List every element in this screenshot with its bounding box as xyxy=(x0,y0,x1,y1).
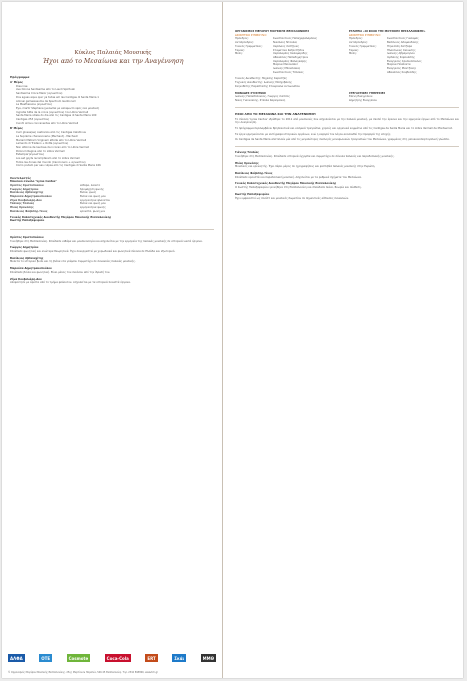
program-item: Non attorna de laudosa da in Gran από το Llibre Vermell xyxy=(16,145,90,149)
bio-text: Σπούδασε κρουστά και παραδοσιακή μουσική. Ασχολείται με τα ρυθμικά σχήματα του Μεσαίωνα. xyxy=(235,175,362,179)
board-name: Πηνελόπη Χατζάρα xyxy=(387,44,413,48)
sponsor-logo: ΑΛΦΑ xyxy=(10,655,23,661)
board-name: Αθανάσιος Κουβελίδης xyxy=(387,70,417,74)
admin-line: Τεχνικός Διευθυντής: Ιωάννης Μοσχοβάκης xyxy=(235,81,292,85)
board-left xyxy=(235,37,345,74)
board-name: Μαρίνα Μανουσάκη xyxy=(273,63,299,67)
board-right xyxy=(349,37,459,74)
member-name: Ζήνα Κουβελιάρη-Δου xyxy=(10,198,42,202)
board-role xyxy=(235,71,273,75)
member-role: ερμηνεύτρια φωνής xyxy=(80,206,106,210)
program-item: Cantigas 253 (αγνώστου) xyxy=(16,118,50,122)
org-board-label: ΔΙΟΙΚΗΤΙΚΟ ΣΥΜΒΟΥΛΙΟ xyxy=(235,33,267,37)
board-name: Κωνσταντίνος Γιαλαμάς xyxy=(387,37,419,41)
admin-line: Γενικός Διευθυντής: Μιχάλης Καρατζάς xyxy=(235,77,287,81)
board-name: Ιορδάνης Σοφουλίδης xyxy=(387,55,415,59)
program-section xyxy=(2,65,222,168)
staff-line: Δημήτρης Ευαγγέλου xyxy=(349,98,377,102)
board-role: Ταμίας: xyxy=(235,48,245,52)
org-board-label-2: ΔΙΟΙΚΗΤΙΚΟ ΣΥΜΒΟΥΛΙΟ xyxy=(349,33,381,37)
board-name: Χαράλαμπος Φαλαγκάρης xyxy=(273,59,307,63)
sponsor-logos xyxy=(8,652,216,664)
part1-label: Α' Μέρος xyxy=(10,81,23,84)
members-list xyxy=(10,184,214,214)
board-name: Σταματίνα Καζαντζίδου xyxy=(273,48,305,52)
board-role xyxy=(349,71,387,75)
member-role: δρομάχηση φωνής xyxy=(80,187,104,191)
program-item: Santissima Croce Maior (αγνώστου) xyxy=(16,92,63,96)
board-row xyxy=(349,71,459,75)
board-name: Ευάγγελος Χρυσικόπουλος xyxy=(387,59,422,63)
member-name: Ηλίας Χρονόσης xyxy=(10,206,34,210)
staff-right-label: ΣΤΕΓΑΣΤΙΚΕΣ ΥΠΗΡΕΣΙΕΣ xyxy=(349,91,386,95)
left-column xyxy=(2,2,223,678)
notes-paragraph: Το πρόγραμμα περιλαμβάνει θρησκευτικά και κοσμικά τραγούδια, χορούς και οργανικά κομμάτια από τις Cantigas de Santa Maria και το Llibre Vermell de Montserrat. xyxy=(235,127,453,131)
sponsor-logo: Cosmote xyxy=(68,655,89,661)
bio-name: Ηλίας Χρονόσης xyxy=(235,161,259,165)
program-item: Polorum Regina από το Llibre Vermell xyxy=(16,149,65,153)
board-name: Κωνσταντίνος Τσόλκας xyxy=(273,70,304,74)
part2-label: Β' Μέρος xyxy=(10,127,23,131)
part2-list xyxy=(10,131,214,168)
program-item: Santa Maria strela do dia από τις Cantigas di Santa Maria 100 xyxy=(16,114,97,118)
program-item: Dies irae xyxy=(16,84,28,88)
bio-name: Βασίλειος Αβδελαχίτης xyxy=(10,256,44,260)
series-title: Κύκλος Παλαιάς Μουσικής xyxy=(74,50,152,56)
bio-text: Έχει εμφανιστεί ως σολίστ και μουσικός δωματίου σε σημαντικές αίθουσες συναυλιών. xyxy=(235,196,349,200)
staff-right xyxy=(349,95,459,102)
member-name: Γιώργος Δημητρίου xyxy=(10,187,39,191)
notes-heading: ΗΧΟΙ ΑΠΟ ΤΟ ΜΕΣΑΙΩΝΑ ΚΑΙ ΤΗΝ ΑΝΑΓΕΝΝΗΣΗ xyxy=(235,111,316,116)
program-item: Eya, martir Stephane (μελωδία με καλαμωτό ύφος ένα μουσικό) xyxy=(16,106,100,110)
bio-name: Ζήνα Κουβελιάρη-Δου xyxy=(10,277,42,281)
director-label: Γενικός Καλλιτεχνικός Διευθυντής Μεγάρου Μουσικής Θεσσαλονίκης xyxy=(10,215,112,219)
member-role: Βιόλα, φωνή xyxy=(80,191,97,195)
bio-text: Γεννήθηκε στη Θεσσαλονίκη. Σπούδασε ιστορικά έγχορδα και συμμετέχει σε σύνολα παλαιάς και παραδοσιακής μουσικής. xyxy=(235,154,395,158)
member-role: κρουστά, φωνή μου xyxy=(80,209,106,213)
bio-name: Γιάννης Τσαλίας xyxy=(235,151,259,155)
staff-left xyxy=(235,95,345,102)
board-role: Αντιπρόεδρος: xyxy=(349,41,369,45)
board-role: Μέλη: xyxy=(349,52,357,56)
bio-text: Μουσικός και ερευνητής. Έχει πάρει μέρος σε ηχογραφήσεις και φεστιβάλ παλαιάς μουσικής στην Ευρώπη. xyxy=(235,165,376,169)
program-item: Como podem per sas culpas από τις Cantigas di Santa Maria 166 xyxy=(16,164,101,168)
member-role: κιθάρα, λαούτο xyxy=(80,183,101,187)
program-item: Estampie'(αγνώστου) xyxy=(16,153,44,157)
board-name: Βασίλειος Αδαμανδάνης xyxy=(387,41,419,45)
program-item: Ave Donna Santissima από το Laudi Spirituali xyxy=(16,88,75,92)
board-role: Γενικός Γραμματέας: xyxy=(349,44,377,48)
director-name: Κωστής Παπαζαφειρίου xyxy=(10,219,45,223)
sponsor-logo: Σκάι xyxy=(174,655,185,661)
board-role: Πρόεδρος: xyxy=(349,37,363,41)
board-name: Μαρίνα Πλαπούτα xyxy=(387,63,411,67)
board-name: Κωνσταντίνος Παπαχαραλάμπους xyxy=(273,37,318,41)
part1-list xyxy=(10,85,214,126)
ensemble-section xyxy=(2,168,222,223)
bio-name: Γενικός Καλλιτεχνικός Διευθυντής Μεγάρου Μουσικής Θεσσαλονίκης xyxy=(235,182,337,186)
member-role: Βιόλα και φωνή μου xyxy=(80,202,106,206)
program-item: Lamento di Tristano + Rotta (αγνώστου) xyxy=(16,142,69,146)
bio-text: Ο Κωστής Παπαζαφειρίου γεννήθηκε στη Θεσσαλονίκη και σπούδασε πιάνο, θεωρία και σύνθεση. xyxy=(235,186,362,190)
board-role: Αντιπρόεδρος: xyxy=(235,41,255,45)
staff-line: Νίκος Γιαννούλης, Στέλλα Καραγιάννη xyxy=(235,98,286,102)
board-row xyxy=(235,71,345,75)
sponsor-logo: ΜΜΘ xyxy=(202,655,214,661)
bio-text: Μελετά το ιστορικό βιολί και τη βιόλα ντα γκάμπα. Συμμετέχει σε συναυλίες παλαιάς μουσικής. xyxy=(10,260,136,264)
bio-text: Αποφοίτησε με άριστα από το τμήμα φλάουτου. Ασχολείται με τα ιστορικά πνευστά όργανα. xyxy=(10,281,131,285)
sponsor-logo: ERT xyxy=(147,655,156,661)
board-role: Μέλη: xyxy=(235,52,243,56)
sponsor-logo: Coca-Cola xyxy=(106,655,129,661)
board-name: Χαρίλαος Χατζήνας xyxy=(273,44,299,48)
bio-name: Χρίστος Χριστοδούλου xyxy=(10,235,44,239)
program-item: Adonai gamesiasuma de Spectrum Gentiorum xyxy=(16,99,76,103)
program-item: Los set goyts recomptarem από το Llibre Vermell xyxy=(16,157,80,161)
board-role: Ταμίας: xyxy=(349,48,359,52)
board-role: Γενικός Γραμματέας: xyxy=(235,44,263,48)
board-name: Νικόλαος Ντούλας xyxy=(273,41,298,45)
org-heading2: ΕΤΑΙΡΕΙΑ «ΟΙ ΦΙΛΟΙ ΤΗΣ ΜΟΥΣΙΚΗΣ ΘΕΣΣΑΛΟΝΙΚΗΣ» xyxy=(349,30,426,33)
member-role: Βιόλα και φωνή μου xyxy=(80,194,106,198)
bio-text: Γεννήθηκε στη Θεσσαλονίκη. Σπούδασε κιθάρα και μουσικολογία και ασχολείται με την ερμηνεία της παλαιάς μουσικής σε ιστορικά νυκτά όργανα. xyxy=(10,239,203,243)
board-name: Αθανάσιος Παπαδημητρίου xyxy=(273,55,309,59)
notes-paragraph: Τα έργα ερμηνεύονται με αντίγραφα ιστορικών οργάνων, ενώ η εκφορά του λόγου ακολουθεί την προφορά της εποχής. xyxy=(235,132,392,136)
board-name: Χαράλαμπος Καλαμαρίδης xyxy=(273,52,308,56)
concert-title: Ήχοι από το Μεσαίωνα και την Αναγέννηση xyxy=(42,58,184,65)
notes-paragraph: Οι Cantigas de Santa Maria αποτελούν μία από τις μεγαλύτερες συλλογές μονοφωνικών τραγουδιών του Μεσαίωνα, γραμμένες στη γαλικιανοπορτογαλική γλώσσα. xyxy=(235,138,450,142)
program-item: La Mesthereine (αγνώστου) xyxy=(16,103,52,107)
bio-name: Μαρούσα Δημητρακοπούλου xyxy=(10,267,52,271)
board-role: Πρόεδρος: xyxy=(235,37,249,41)
admin-list xyxy=(235,77,459,88)
staff-line: Ιωάννης Παπαδόπουλος, Γιώργος Λιάτσος xyxy=(235,95,290,99)
program-item: Cum glosas(se) castrarios από τις Cantigas Calixtinus xyxy=(16,131,86,135)
board-name: Πλαύτωνας Χανιώτης xyxy=(387,48,416,52)
board-name: Ιωάννης Μπουσιάκας xyxy=(273,67,301,71)
notes-body xyxy=(235,118,459,143)
sponsor-logo: OTE xyxy=(41,655,51,661)
board-name: Ιωάννης Αβράμογλου xyxy=(387,52,415,56)
bio-text: Σπούδασε φωνητική και ανώτερα θεωρητικά. Έχει συνεργαστεί με χορωδιακά και φωνητικά σύνολα σε Ελλάδα και εξωτερικό. xyxy=(10,250,176,254)
program-item: Todos las donas del mundo (Cancionero + αγνώστου) xyxy=(16,160,86,164)
ensemble-group: Μουσικό σύνολο "Lyras Cantus" xyxy=(10,180,57,184)
program-page xyxy=(2,2,463,678)
member-row xyxy=(10,210,214,214)
bio-name: Κωστής Παπαζαφειρίου xyxy=(235,192,270,196)
bio-name: Γιώργος Δημητρίου xyxy=(10,246,39,250)
member-role: ερμηνεύτρια φλαούτου xyxy=(80,198,111,202)
org-heading: ΟΡΓΑΝΙΣΜΟΣ ΜΕΓΑΡΟΥ ΜΟΥΣΙΚΗΣ ΘΕΣΣΑΛΟΝΙΚΗΣ xyxy=(235,30,310,33)
ensemble-heading: Συντελεστές xyxy=(10,176,31,181)
program-item: Mariam Matrem Virginem attolle από το Llibre Vermell xyxy=(16,138,87,142)
member-name: Χρίστος Χριστοδούλου xyxy=(10,183,44,187)
program-heading: Πρόγραμμα xyxy=(10,75,30,79)
board-name: Ευάγγελος Μαντζάνης xyxy=(387,67,417,71)
program-item: Cuncti simus concanentes από το Llibre Vermell xyxy=(16,121,79,125)
right-column xyxy=(235,2,461,678)
bios-right xyxy=(235,151,459,200)
member-name: Τάλλεης Τσαλίας xyxy=(10,202,35,206)
program-item: Ingratia tutta de la croce (αγνώστου) του Llibre Vermell xyxy=(16,110,89,114)
member-name: Βασίλειος Αβδελαχίτης xyxy=(10,191,44,195)
staff-left-label: ΜΟΝΑΔΕΣ ΣΥΣΣΙΤΙΩΝ xyxy=(235,91,266,95)
footer-text: © Οργανισμός Μεγάρου Μουσικής Θεσσαλονίκης. 25ης Μαρτίου & Παραλία, 546 45 Θεσσαλονίκη. Τηλ. 2310 895800, www.tch.gr xyxy=(8,671,159,674)
bio-name: Βασίλειος Φοίβιδης-Ξένος xyxy=(235,171,273,175)
notes-paragraph: Το σύνολο 'Lyras Cantus' ιδρύθηκε το 2011 από μουσικούς που ασχολούνται με την παλαιά μουσική, με σκοπό την έρευνα και την ερμηνεία έργων από το Μεσαίωνα και την Αναγέννηση. xyxy=(235,117,459,125)
admin-line: Σκηνοθέτης Παράστασης Σταυρούλα Αντωνιάδου xyxy=(235,84,300,88)
program-item: La Suprème chansonnerie (Machaut) - Machaut xyxy=(16,134,78,138)
member-name: Βασίλειος Φοίβιδης-Ξένος xyxy=(10,209,48,213)
member-name: Μαρούσα Δημητρακοπούλου xyxy=(10,194,52,198)
bio-text: Σπούδασε βιόλα και φωνητική. Είναι μέλος του συνόλου από την ίδρυσή του. xyxy=(10,270,111,274)
program-item: Dos aguas aqua que' ya todas em las Cantigas di Santa Maria 1 xyxy=(16,95,99,99)
staff-line: Ελένη Ευαγγελίου xyxy=(349,95,373,99)
bios-left xyxy=(2,236,222,285)
